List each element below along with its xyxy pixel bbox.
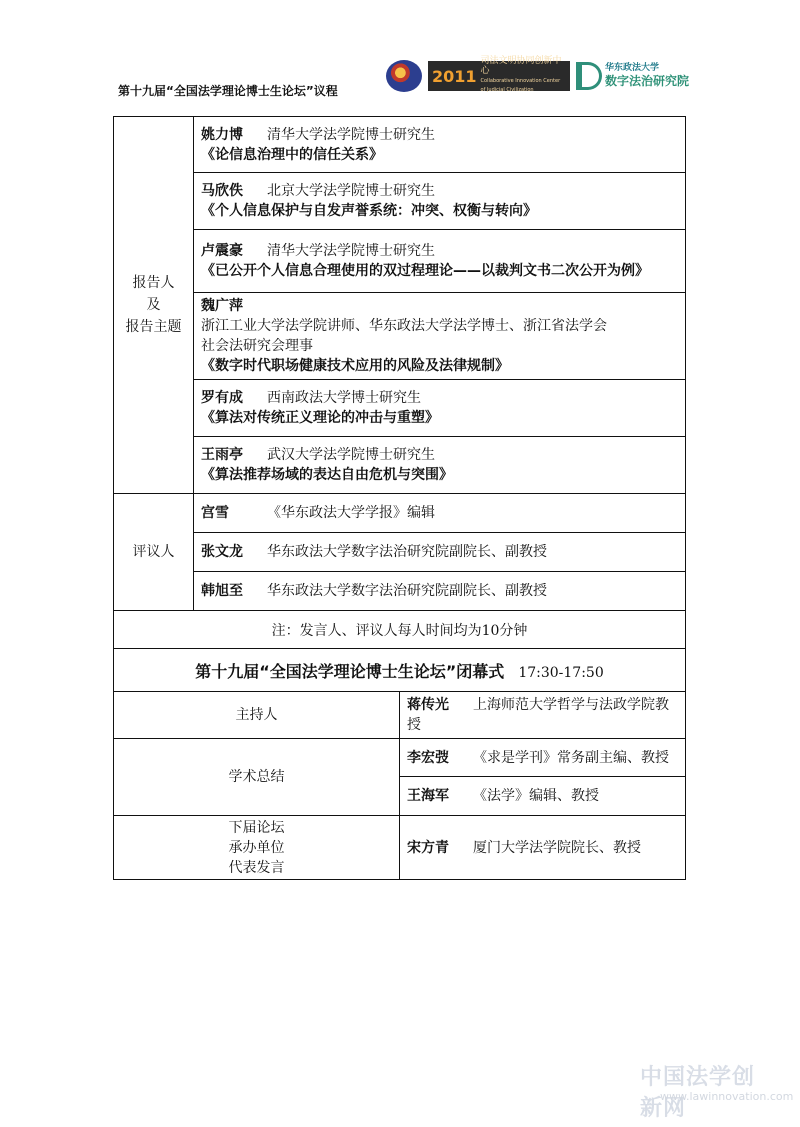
- table-row: [114, 380, 686, 437]
- next-host-affiliation: 厦门大学法学院院长、教授: [473, 839, 641, 856]
- institute-d-logo-icon: [576, 62, 602, 90]
- table-row: [114, 230, 686, 293]
- logo-center-text: 司法文明协同创新中心 Collaborative Innovation Center of Judicial Civilization: [480, 56, 562, 94]
- reviewers-role-label: 评议人: [114, 494, 194, 611]
- time-note: 注：发言人、评议人每人时间均为10分钟: [114, 611, 686, 649]
- table-row: [114, 533, 686, 572]
- table-row: [114, 611, 686, 649]
- speaker-topic: 《数字时代职场健康技术应用的风险及法律规制》: [201, 358, 509, 374]
- table-row: [114, 816, 686, 880]
- next-host-name: 宋方青: [407, 839, 449, 856]
- summary-name: 李宏弢: [407, 749, 449, 766]
- speaker-topic: 《个人信息保护与自发声誉系统：冲突、权衡与转向》: [201, 203, 537, 219]
- speaker-name: 罗有成: [201, 390, 243, 406]
- closing-ceremony-title: [114, 649, 686, 692]
- host-role-label: 主持人: [114, 692, 400, 739]
- table-row: [114, 173, 686, 230]
- judicial-civilization-center-logo: [428, 56, 570, 94]
- speaker-entry: [194, 293, 686, 380]
- summary-affiliation: 《法学》编辑、教授: [473, 788, 599, 804]
- speakers-role-label: 报告人 及 报告主题: [114, 117, 194, 494]
- reviewer-name: 韩旭至: [201, 583, 243, 599]
- summary-affiliation: 《求是学刊》常务副主编、教授: [473, 749, 669, 766]
- summary-entry: [400, 777, 686, 816]
- document-header-title: 第十九届“全国法学理论博士生论坛”议程: [118, 84, 338, 98]
- reviewer-entry: [194, 494, 686, 533]
- reviewer-entry: [194, 572, 686, 611]
- speaker-affiliation: 清华大学法学院博士研究生: [267, 243, 435, 259]
- next-host-entry: [400, 816, 686, 880]
- speaker-topic: 《算法对传统正义理论的冲击与重塑》: [201, 410, 439, 426]
- speaker-affiliation: 清华大学法学院博士研究生: [267, 126, 435, 143]
- summary-name: 王海军: [407, 788, 449, 804]
- watermark-logo: 中国法学创新网: [640, 1065, 756, 1121]
- speaker-affiliation: 浙江工业大学法学院讲师、华东政法大学法学博士、浙江省法学会社会法研究会理事: [201, 318, 607, 354]
- summary-role-label: 学术总结: [114, 739, 400, 816]
- speaker-entry: [194, 117, 686, 173]
- speaker-entry: [194, 230, 686, 293]
- reviewer-affiliation: 华东政法大学数字法治研究院副院长、副教授: [267, 583, 547, 599]
- reviewer-entry: [194, 533, 686, 572]
- reviewer-name: 宫雪: [201, 505, 229, 521]
- host-name: 蒋传光: [407, 697, 449, 713]
- speaker-affiliation: 西南政法大学博士研究生: [267, 390, 421, 406]
- speaker-topic: 《论信息治理中的信任关系》: [201, 146, 383, 163]
- table-row: [114, 437, 686, 494]
- table-row: [114, 572, 686, 611]
- speaker-name: 姚力博: [201, 126, 243, 143]
- emblem-logo-icon: [386, 60, 422, 92]
- speaker-name: 卢震豪: [201, 243, 243, 259]
- table-row: [114, 117, 686, 173]
- summary-entry: [400, 739, 686, 777]
- digital-rule-of-law-institute-logo: [576, 62, 689, 90]
- host-affiliation: 上海师范大学哲学与法政学院教授: [407, 697, 669, 733]
- closing-title-text: 第十九届“全国法学理论博士生论坛”闭幕式: [195, 661, 505, 681]
- next-host-role-label: 下届论坛 承办单位 代表发言: [114, 816, 400, 880]
- speaker-entry: [194, 380, 686, 437]
- institute-logo-text: 华东政法大学 数字法治研究院: [605, 62, 690, 88]
- closing-time: 17:30-17:50: [518, 664, 604, 681]
- speaker-affiliation: 北京大学法学院博士研究生: [267, 183, 435, 199]
- logo-2011-mark: 2011: [432, 66, 477, 86]
- table-row: [114, 739, 686, 777]
- speaker-name: 马欣佚: [201, 183, 243, 199]
- reviewer-name: 张文龙: [201, 544, 243, 560]
- speaker-name: 魏广萍: [201, 298, 243, 314]
- table-row: [114, 649, 686, 692]
- speaker-name: 王雨亭: [201, 447, 243, 463]
- reviewer-affiliation: 《华东政法大学学报》编辑: [267, 505, 435, 521]
- header-logos: [386, 56, 690, 94]
- speaker-entry: [194, 173, 686, 230]
- speaker-topic: 《已公开个人信息合理使用的双过程理论——以裁判文书二次公开为例》: [201, 263, 649, 279]
- reviewer-affiliation: 华东政法大学数字法治研究院副院长、副教授: [267, 544, 547, 560]
- speaker-topic: 《算法推荐场域的表达自由危机与突围》: [201, 467, 453, 483]
- closing-table: [113, 648, 686, 880]
- agenda-table: [113, 116, 686, 649]
- speaker-affiliation: 武汉大学法学院博士研究生: [267, 447, 435, 463]
- table-row: [114, 494, 686, 533]
- speaker-entry: [194, 437, 686, 494]
- host-entry: [400, 692, 686, 739]
- table-row: [114, 293, 686, 380]
- table-row: [114, 692, 686, 739]
- watermark-url: www.lawinnovation.com: [660, 1090, 794, 1103]
